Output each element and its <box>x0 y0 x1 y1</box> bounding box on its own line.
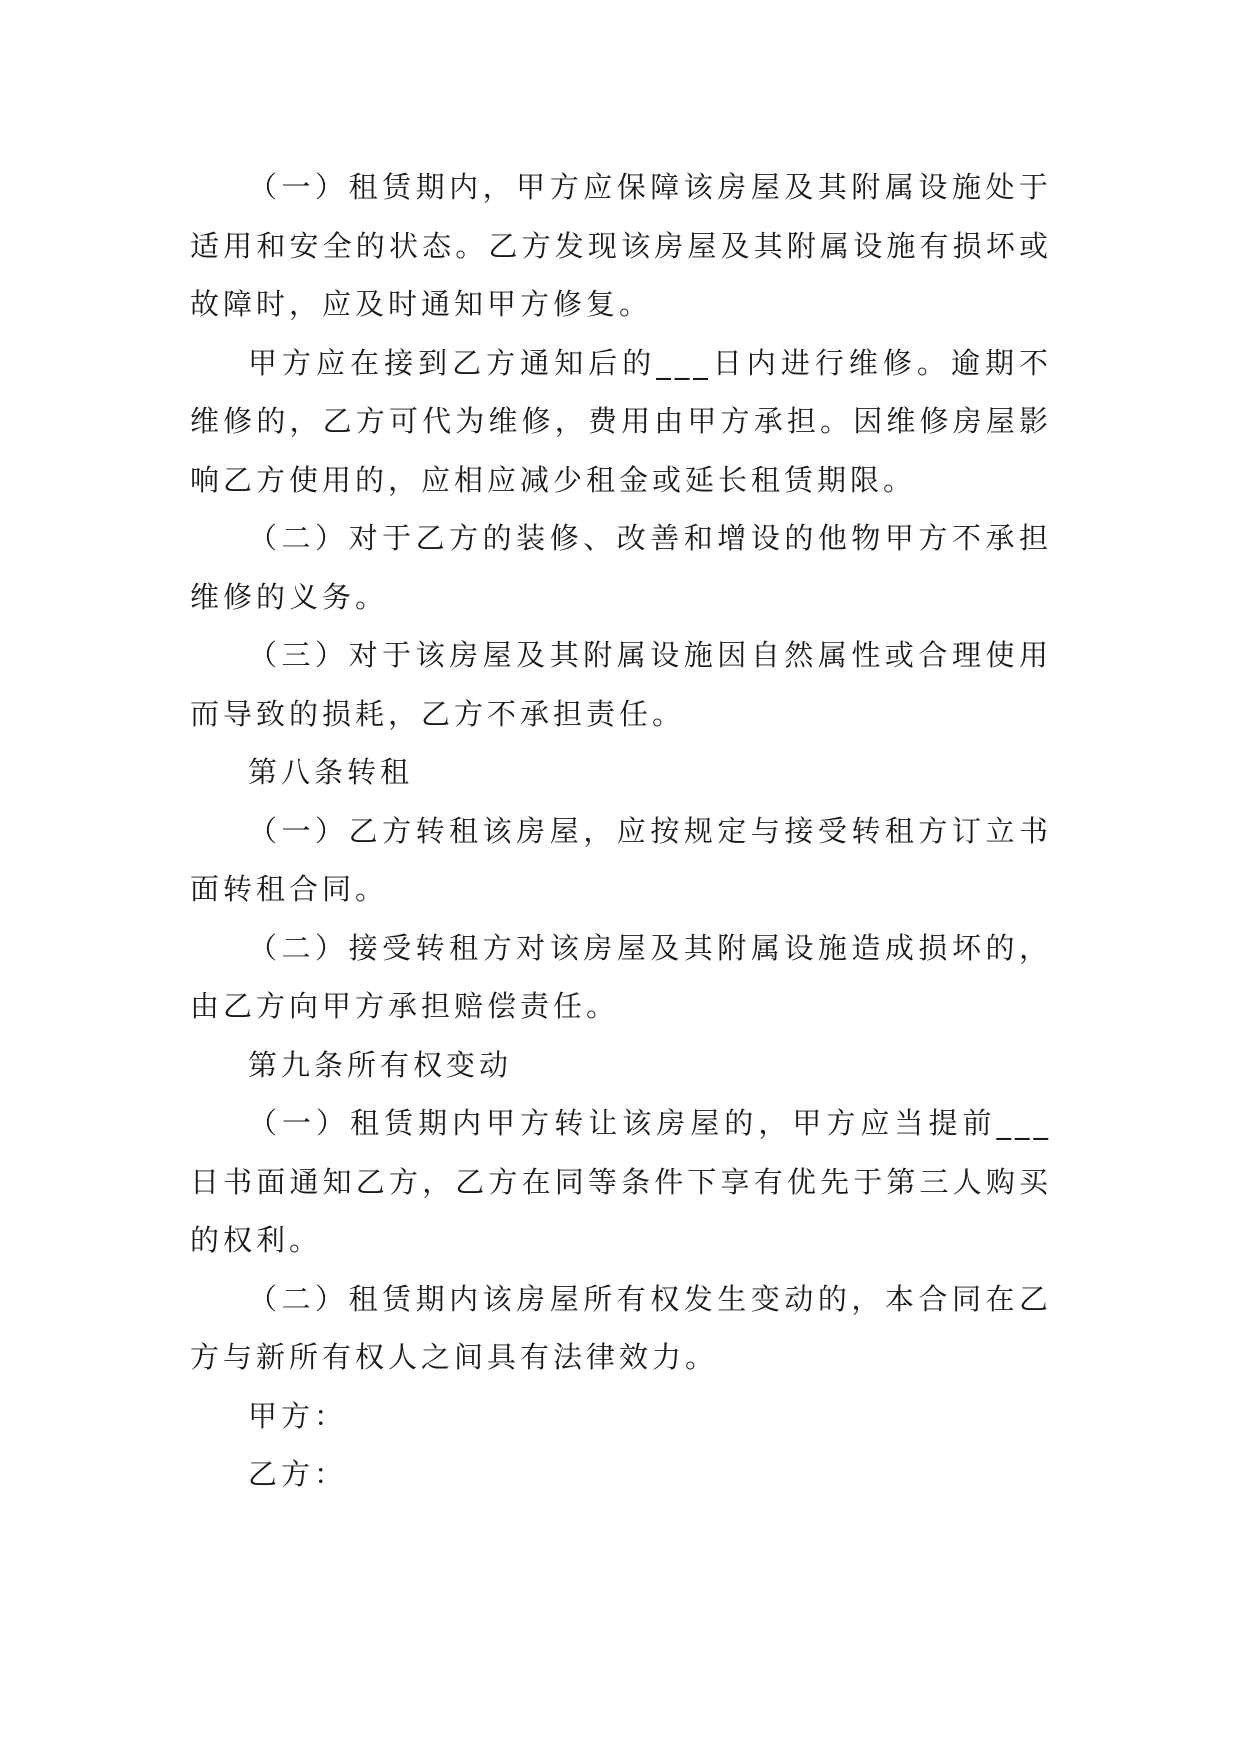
signature-party-b: 乙方： <box>248 1457 348 1491</box>
heading-article-9: 第九条所有权变动 <box>248 1047 513 1082</box>
paragraph-sublease-contract: （一）乙方转租该房屋，应按规定与接受转租方订立书面转租合同。 <box>190 813 1052 906</box>
heading-article-8: 第八条转租 <box>248 755 414 789</box>
document-body <box>190 158 1052 1504</box>
paragraph-wear: （三）对于该房屋及其附属设施因自然属性或合理使用而导致的损耗，乙方不承担责任。 <box>190 638 1052 731</box>
paragraph-transfer-notice: （一）租赁期内甲方转让该房屋的，甲方应当提前___日书面通知乙方，乙方在同等条件下享有优先于第三人购买的权利。 <box>190 1106 1052 1257</box>
paragraph-repair-deadline: 甲方应在接到乙方通知后的___日内进行维修。逾期不维修的，乙方可代为维修，费用由甲方承担。因维修房屋影响乙方使用的，应相应减少租金或延长租赁期限。 <box>190 345 1052 497</box>
signature-party-a: 甲方： <box>248 1398 348 1433</box>
paragraph-repair-duty: （一）租赁期内，甲方应保障该房屋及其附属设施处于适用和安全的状态。乙方发现该房屋及其附属设施有损坏或故障时，应及时通知甲方修复。 <box>190 170 1052 321</box>
paragraph-sublease-damage: （二）接受转租方对该房屋及其附属设施造成损坏的，由乙方向甲方承担赔偿责任。 <box>190 930 1052 1023</box>
paragraph-renovation: （二）对于乙方的装修、改善和增设的他物甲方不承担维修的义务。 <box>190 521 1052 614</box>
paragraph-ownership-change: （二）租赁期内该房屋所有权发生变动的，本合同在乙方与新所有权人之间具有法律效力。 <box>190 1281 1052 1374</box>
